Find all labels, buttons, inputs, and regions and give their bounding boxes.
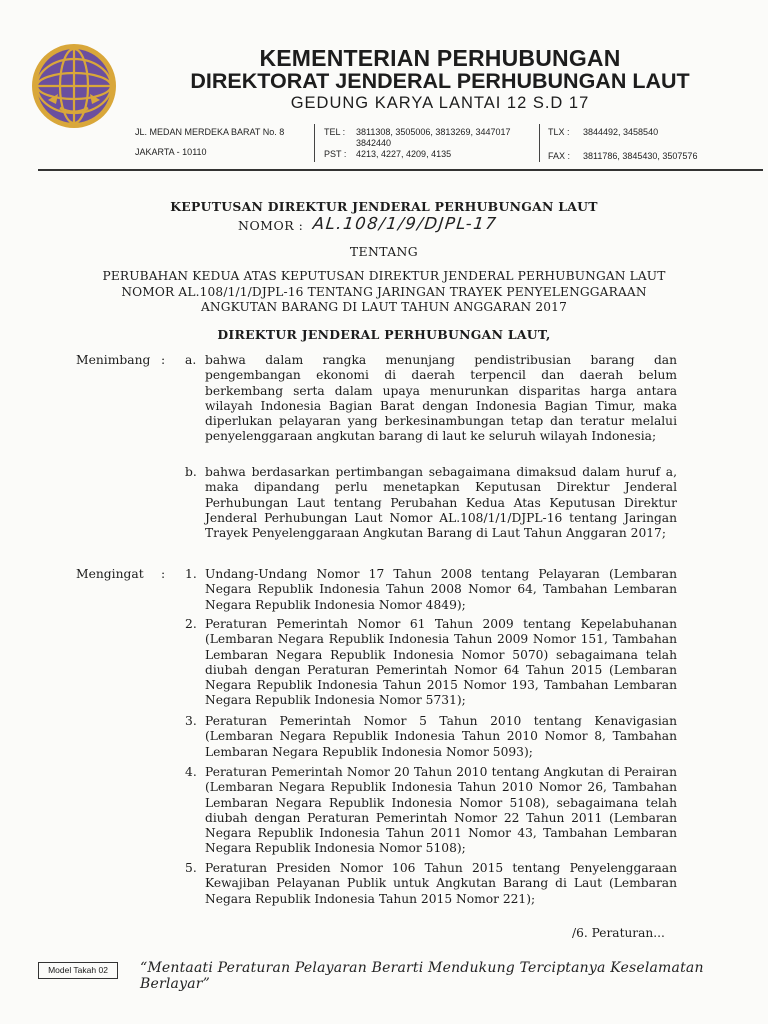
decision-subject [0,269,768,316]
footer-motto: “Mentaati Peraturan Pelayaran Berarti Mendukung Terciptanya Keselamatan Berlayar” [140,960,704,992]
page-continuation: /6. Peraturan... [572,926,665,940]
address-city: JAKARTA - 10110 [135,147,207,157]
clause-marker: 1. [185,567,197,581]
clause-marker: 5. [185,861,197,875]
building-name: GEDUNG KARYA LANTAI 12 S.D 17 [290,94,590,112]
clause-marker: 4. [185,765,197,779]
globe-anchor-emblem-icon [30,42,118,130]
directorate-name: DIREKTORAT JENDERAL PERHUBUNGAN LAUT [190,69,690,93]
mengingat-clause: Peraturan Pemerintah Nomor 5 Tahun 2010 tentang Kenavigasian (Lembaran Negara Republik Indonesia Tahun 2010 Nomor 8, Tambahan Lembaran Negara Republik Indonesia Nomor 5093); [205,714,677,759]
tel-label: TEL : [324,127,346,137]
nomor-label: NOMOR : [238,218,304,233]
address-street: JL. MEDAN MERDEKA BARAT No. 8 [135,127,285,137]
mengingat-clause: Undang-Undang Nomor 17 Tahun 2008 tentang Pelayaran (Lembaran Negara Republik Indonesia Tahun 2008 Nomor 64, Tambahan Lembaran Negara Republik Indonesia Nomor 4849); [205,567,677,612]
issuer-heading: DIREKTUR JENDERAL PERHUBUNGAN LAUT, [217,327,551,342]
decision-title: KEPUTUSAN DIREKTUR JENDERAL PERHUBUNGAN LAUT [170,199,598,214]
subject-line: ANGKUTAN BARANG DI LAUT TAHUN ANGGARAN 2017 [200,300,567,314]
pst-label: PST : [324,149,347,159]
menimbang-colon: : [161,353,166,367]
clause-marker: a. [185,353,197,367]
tlx-value: 3844492, 3458540 [583,127,659,137]
ministry-name: KEMENTERIAN PERHUBUNGAN [259,45,621,71]
clause-marker: b. [185,465,197,479]
tentang-heading: TENTANG [349,244,419,259]
pst-value: 4213, 4227, 4209, 4135 [356,149,452,159]
subject-line: PERUBAHAN KEDUA ATAS KEPUTUSAN DIREKTUR JENDERAL PERHUBUNGAN LAUT [102,269,666,283]
tel-value: 3811308, 3505006, 3813269, 3447017 3842440 [356,127,511,148]
clause-marker: 3. [185,714,197,728]
mengingat-clause: Peraturan Pemerintah Nomor 61 Tahun 2009 tentang Kepelabuhanan (Lembaran Negara Republik Indonesia Tahun 2009 Nomor 151, Tambahan Lembaran Negara Republik Indonesia Nomor 5070) sebagaimana telah diubah dengan Peraturan Pemerintah Nomor 64 Tahun 2015 (Lembaran Negara Republik Indonesia Tahun 2015 Nomor 193, Tambahan Lembaran Negara Republik Indonesia Nomor 5731); [205,617,677,708]
mengingat-label: Mengingat [76,567,144,581]
letterhead-rule [38,169,763,171]
subject-line: NOMOR AL.108/1/1/DJPL-16 TENTANG JARINGAN TRAYEK PENYELENGGARAAN [121,284,647,299]
tlx-label: TLX : [548,127,570,137]
mengingat-clause: Peraturan Pemerintah Nomor 20 Tahun 2010 tentang Angkutan di Perairan (Lembaran Negara Republik Indonesia Tahun 2010 Nomor 26, Tambahan Lembaran Negara Republik Indonesia Nomor 5108), sebagaimana telah diubah dengan Peraturan Pemerintah Nomor 22 Tahun 2011 (Lembaran Negara Republik Indonesia Tahun 2011 Nomor 43, Tambahan Lembaran Negara Republik Indonesia Nomor 5108); [205,765,677,856]
fax-value: 3811786, 3845430, 3507576 [583,151,698,161]
decision-number [238,214,498,233]
address-divider [314,124,315,162]
mengingat-colon: : [161,567,166,581]
menimbang-label: Menimbang [76,353,151,367]
mengingat-clause: Peraturan Presiden Nomor 106 Tahun 2015 tentang Penyelenggaraan Kewajiban Pelayanan Publik untuk Angkutan Barang di Laut (Lembaran Negara Republik Indonesia Tahun 2015 Nomor 221); [205,861,677,906]
fax-label: FAX : [548,151,571,161]
menimbang-clause: bahwa dalam rangka menunjang pendistribusian barang dan pengembangan ekonomi di daerah terpencil dan daerah belum berkembang serta dalam upaya menurunkan disparitas harga antara wilayah Indonesia Bagian Barat dengan Indonesia Bagian Timur, maka diperlukan pelayaran yang berkesinambungan tetap dan teratur melalui penyelenggaraan angkutan barang di laut ke seluruh wilayah Indonesia; [205,353,677,444]
nomor-handwritten-value: AL.108/1/9/DJPL-17 [312,214,499,233]
address-divider [539,124,540,162]
model-takah-label: Model Takah 02 [38,962,118,979]
menimbang-clause: bahwa berdasarkan pertimbangan sebagaimana dimaksud dalam huruf a, maka dipandang perlu menetapkan Keputusan Direktur Jenderal Perhubungan Laut tentang Perubahan Kedua Atas Keputusan Direktur Jenderal Perhubungan Laut Nomor AL.108/1/1/DJPL-16 tentang Jaringan Trayek Penyelenggaraan Angkutan Barang di Laut Tahun Anggaran 2017; [205,465,677,541]
clause-marker: 2. [185,617,197,631]
